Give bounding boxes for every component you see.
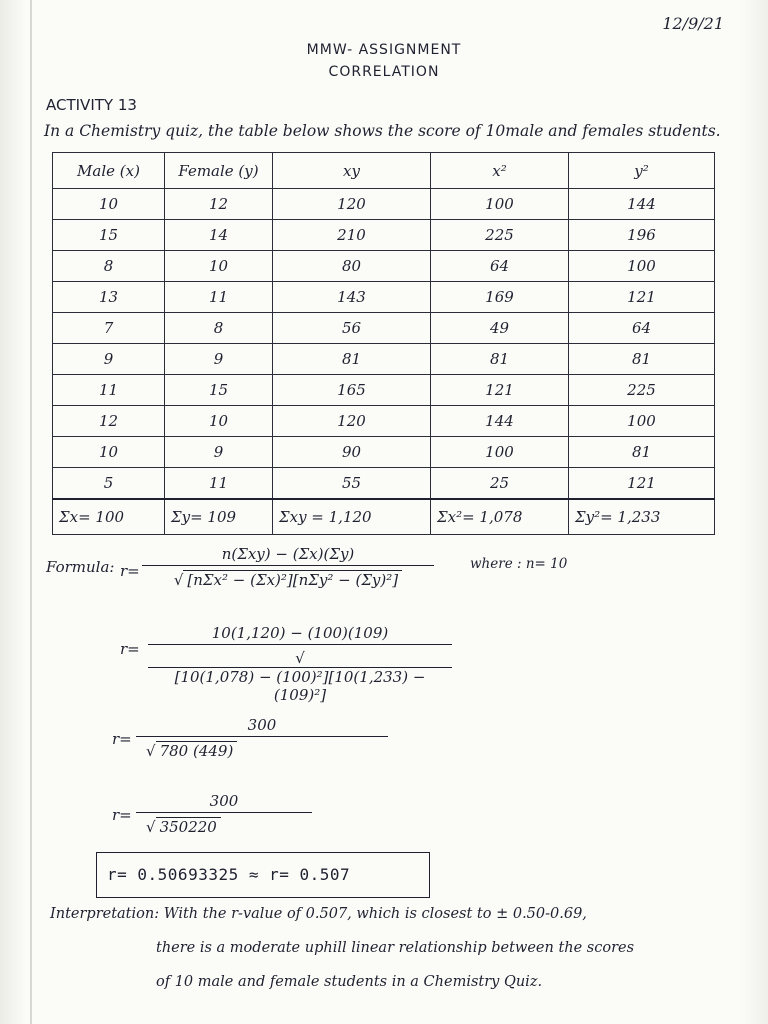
cell-y-squared: 121 — [569, 468, 715, 499]
step1-denominator-wrap — [148, 645, 452, 704]
step2-fraction — [136, 716, 388, 760]
cell-x-squared: 169 — [431, 282, 569, 313]
cell-y-squared: 225 — [569, 375, 715, 406]
sqrt-symbol: √ — [146, 818, 156, 836]
result-box: r= 0.50693325 ≈ r= 0.507 — [96, 852, 430, 898]
step3-numerator: 300 — [136, 792, 312, 813]
formula-r-label: r= — [120, 562, 140, 580]
problem-statement: In a Chemistry quiz, the table below shows the score of 10male and females students. — [44, 122, 721, 140]
sum-xy: Σxy = 1,120 — [273, 499, 431, 535]
header-xy: xy — [273, 153, 431, 189]
step3-r-label: r= — [112, 806, 132, 824]
sqrt-symbol: √ — [295, 649, 305, 667]
sqrt-symbol: √ — [173, 571, 184, 589]
cell-female: 15 — [165, 375, 273, 406]
cell-x-squared: 64 — [431, 251, 569, 282]
where-note: where : n= 10 — [470, 556, 568, 572]
step3-denominator: 350220 — [156, 817, 221, 836]
cell-xy: 120 — [273, 406, 431, 437]
cell-xy: 80 — [273, 251, 431, 282]
interpretation-line2: there is a moderate uphill linear relationship between the scores — [156, 940, 635, 956]
cell-x-squared: 225 — [431, 220, 569, 251]
cell-male: 9 — [53, 344, 165, 375]
cell-x-squared: 144 — [431, 406, 569, 437]
header-male: Male (x) — [53, 153, 165, 189]
assignment-title: MMW- ASSIGNMENT — [306, 42, 462, 58]
table-row — [53, 282, 715, 313]
sum-y-squared: Σy²= 1,233 — [569, 499, 715, 535]
cell-xy: 56 — [273, 313, 431, 344]
table-header-row — [53, 153, 715, 189]
sum-y: Σy= 109 — [165, 499, 273, 535]
formula-denominator: [nΣx² − (Σx)²][nΣy² − (Σy)²] — [183, 570, 402, 589]
step2-denominator-wrap — [136, 737, 388, 760]
step3-fraction — [136, 792, 312, 836]
cell-y-squared: 81 — [569, 437, 715, 468]
formula-fraction — [142, 545, 434, 589]
margin-line — [30, 0, 32, 1024]
cell-y-squared: 64 — [569, 313, 715, 344]
header-female: Female (y) — [165, 153, 273, 189]
cell-x-squared: 25 — [431, 468, 569, 499]
table-row — [53, 313, 715, 344]
cell-x-squared: 100 — [431, 189, 569, 220]
step1-r-label: r= — [120, 640, 140, 658]
cell-female: 10 — [165, 251, 273, 282]
cell-female: 12 — [165, 189, 273, 220]
table-row — [53, 251, 715, 282]
cell-male: 10 — [53, 437, 165, 468]
date: 12/9/21 — [662, 14, 724, 33]
cell-y-squared: 121 — [569, 282, 715, 313]
cell-xy: 143 — [273, 282, 431, 313]
cell-male: 8 — [53, 251, 165, 282]
cell-female: 8 — [165, 313, 273, 344]
step1-fraction — [148, 624, 452, 704]
sum-x: Σx= 100 — [53, 499, 165, 535]
header-y-squared: y² — [569, 153, 715, 189]
assignment-subtitle: CORRELATION — [328, 64, 440, 80]
cell-male: 11 — [53, 375, 165, 406]
cell-female: 9 — [165, 344, 273, 375]
cell-female: 10 — [165, 406, 273, 437]
cell-x-squared: 81 — [431, 344, 569, 375]
cell-male: 10 — [53, 189, 165, 220]
cell-male: 7 — [53, 313, 165, 344]
cell-y-squared: 100 — [569, 251, 715, 282]
table-row — [53, 220, 715, 251]
table-row — [53, 406, 715, 437]
cell-y-squared: 81 — [569, 344, 715, 375]
table-row — [53, 375, 715, 406]
step1-numerator: 10(1,120) − (100)(109) — [148, 624, 452, 645]
step3-denominator-wrap — [136, 813, 312, 836]
header-x-squared: x² — [431, 153, 569, 189]
cell-y-squared: 100 — [569, 406, 715, 437]
cell-male: 15 — [53, 220, 165, 251]
cell-xy: 210 — [273, 220, 431, 251]
cell-female: 9 — [165, 437, 273, 468]
score-table — [52, 152, 715, 535]
cell-xy: 90 — [273, 437, 431, 468]
cell-male: 12 — [53, 406, 165, 437]
cell-y-squared: 144 — [569, 189, 715, 220]
cell-male: 13 — [53, 282, 165, 313]
step2-r-label: r= — [112, 730, 132, 748]
activity-label: ACTIVITY 13 — [46, 96, 137, 114]
cell-xy: 81 — [273, 344, 431, 375]
table-row — [53, 189, 715, 220]
step2-numerator: 300 — [136, 716, 388, 737]
step1-denominator: [10(1,078) − (100)²][10(1,233) − (109)²] — [148, 667, 452, 704]
cell-male: 5 — [53, 468, 165, 499]
cell-female: 11 — [165, 282, 273, 313]
cell-xy: 120 — [273, 189, 431, 220]
table-row — [53, 437, 715, 468]
sum-x-squared: Σx²= 1,078 — [431, 499, 569, 535]
table-row — [53, 468, 715, 499]
interpretation-line1: Interpretation: With the r-value of 0.507, which is closest to ± 0.50-0.69, — [50, 906, 587, 922]
formula-numerator: n(Σxy) − (Σx)(Σy) — [142, 545, 434, 566]
cell-x-squared: 121 — [431, 375, 569, 406]
table-sum-row — [53, 499, 715, 535]
formula-label: Formula: — [46, 558, 115, 576]
step2-denominator: 780 (449) — [156, 741, 238, 760]
sqrt-symbol: √ — [146, 742, 156, 760]
cell-female: 14 — [165, 220, 273, 251]
cell-xy: 165 — [273, 375, 431, 406]
cell-x-squared: 49 — [431, 313, 569, 344]
cell-xy: 55 — [273, 468, 431, 499]
formula-denominator-wrap — [142, 566, 434, 589]
cell-x-squared: 100 — [431, 437, 569, 468]
cell-y-squared: 196 — [569, 220, 715, 251]
interpretation-line3: of 10 male and female students in a Chemistry Quiz. — [156, 974, 543, 990]
score-table-container — [52, 152, 714, 548]
cell-female: 11 — [165, 468, 273, 499]
table-row — [53, 344, 715, 375]
